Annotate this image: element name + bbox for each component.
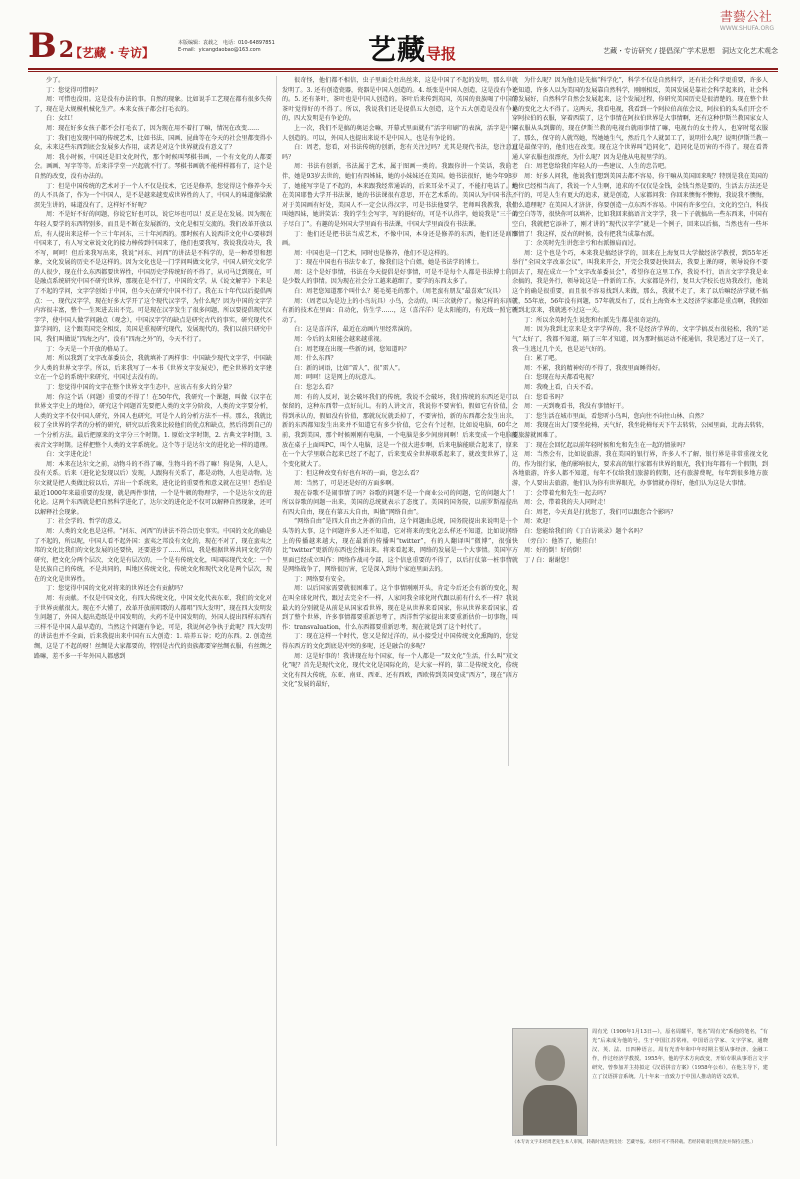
paragraph: 丁 / 白：谢谢您！ bbox=[524, 556, 573, 564]
paragraph: 丁：他们还是把书法当成艺术，不像中国，本身还是修养的东西，他们还是画图画。 bbox=[282, 230, 518, 248]
paragraph: 周：本来在达尔文之前，动物斗的不得了嘛，生物斗的不得了嘛！狗是狗，人是人，没有关系。后来（进化论发现以后）发现，人跟狗有关系了，都是动物，人也是动物。达尔文就是把人类做比较以后，弄出一个系统来，进化论的重要性和意义就在这里！恐怕是最近1000年来最重要的发现，就是两件事情，一个是牛顿的物理学，一个是达尔文的进化论。这两个东西就是把自然科学进化了，达尔文的进化论不仅可以解释自然现象，还可以解释社会现象。 bbox=[34, 460, 272, 516]
paragraph: 周：欢迎！ bbox=[524, 518, 555, 526]
paragraph: 白：这是喜洋洋，最近在动画片里经常演的。 bbox=[294, 326, 416, 334]
bio-box bbox=[512, 1028, 768, 1138]
column-divider bbox=[276, 76, 277, 1146]
paragraph: （旁白）：他答了，她挂白！ bbox=[524, 537, 601, 545]
paragraph: 周：这个也是个巧，本来我是搞经济学的，回来在上海复旦大学做经济学教授，到55年还举行“全国文字改革会议”，叫我来开会，开完会我要赶快回去，我要上课的呀，领导说你不要回去了，现在成立一个“文字改革委员会”，希望你在这里工作，我说不行，语言文字学我是业余搞的，我是外行，领导说这是一件新的工作，大家都是外行，复旦大学校长也劝我改行，他说这个的确是很重要，而且很不容易找到人来做，那么，我就不走了，来了以后嘛经济学就不搞了，55年底，56年没有问题，57年就反右了，反右上海资本主义经济学家都是重点啊，我假如不到北京来，我就逃不过这一关。 bbox=[512, 249, 768, 315]
logo-text: 書藝公社 bbox=[719, 10, 772, 25]
portrait-photo bbox=[512, 1028, 588, 1136]
paragraph: 周：好多人问我，他说我们想到美国去都不容易，你干嘛从美国回来呢？特别是我在美国的地位已经相当高了，我说一个人生啊，追求的不仅仅是金钱，金钱当然是要的，生活去方法还是不行的，可是人生有更大的追求，就是创造，人家都问我：你回来懊悔不懊悔，我说我不懊悔，什么道理呢？在美国人才济济，你要创造一点东西不容易。中国有许多空白，文化的空白，科技的空白等等，很快你可以填补，比如我回来搞语言文字学，我一下子就搞出一些东西来，中国有空白，我就把它添补了，刚才讲的“现代汉字学”就是一个例子，回来以后搞，当然也有一些坏事情了！我这样，反右的时候，没有把我当成靠右派。 bbox=[512, 172, 768, 238]
editor-line: 本版编辑：袁载之 电话：010-64897851 bbox=[178, 40, 275, 46]
paragraph: 白：累了吧。 bbox=[524, 355, 561, 363]
paragraph: 周：中国也是一门艺术，同时也是修养，他们不是这样的。 bbox=[294, 249, 453, 257]
paragraph: 周：所以我到了文字改革委员会，我就填补了两样事：中国缺少现代文字学，中国缺少人类的世界文字学。所以，后来我写了一本书《世界文字发展史》，把全世界的文字建立在一个总的系统中来研究，中国过去没有的。 bbox=[34, 355, 272, 382]
portrait-body bbox=[523, 1085, 577, 1135]
masthead-main: 艺藏 bbox=[368, 33, 427, 66]
paragraph: 周：不是好不好的问题，你说它好也可以，说它坏也可以！反正是在发展。因为现在年轻人要学的东西特别多，而且是不断在发展新的，文化是相互交流的。我们改革开放以后，有人提出来这样一个三十年河东，三十年河西的。那时候有人说西洋文化中心要移到中国来了，有人写文章说文化的接力棒传到中国来了，他们也要我写，我说我没功夫，我不写，呵呵！但后来我写出来，我说“河东、河西”的讲法是不科学的，是一种希望和想象，文化发展的历史不是这样的。因为文化也是一门学问叫做文化学，中国人研究文化学的人很少，现在什么东西都要世界性，中国历史学传统好的不得了，从司马迁到现在，可是融点系统研究中国不研究世界，那现在是不行了，中国的文学，从《说文解字》下来是了不起的学问，文字学创始于中国，但今天在研究中国不行了。我在五十年代以后提倡两点：一、现代汉字学，现在好多大学开了这个现代汉字学，为什么呢？因为中国的文字学内容很丰富，整个一生死进去出不完。可是现在汉字发生了很多问题，所以要提倡现代汉字学，使中国人做学问融点（观念），中国汉字学的缺点是研究古代的事实，研究现代不算学问的，这个跟美国完全相反，美国是重视研究现代，发展现代的，我们以前只研究中国，我们叫做说“四海之内”，没有“四海之外”的，今天不行了。 bbox=[34, 211, 272, 344]
masthead-sub: 导报 bbox=[426, 45, 457, 63]
paragraph: 很奇怪，他们都不相信，虫子里面会吐出丝来，这是中国了不起的发明，那么早就发明了。3. 还有创造瓷器，瓷器是中国人创造的。4. 纸张是中国人创造，这是没有争论的。5. 还有茶叶，茶叶也是中国人创造的。茶叶后来传到英国，英国的贵族喝了中国的茶叶觉得好的不得了。所以，我说我们还是提倡五大创造，这个五大创造是没有争论的，四大发明是有争论的。 bbox=[282, 77, 518, 123]
paragraph: 周：会，带着我的夫人同时走！ bbox=[524, 499, 610, 507]
paragraph: 白：周老现在出现一些新的词，您知道吗？ bbox=[294, 345, 410, 353]
paragraph: 周：（周老以为是边上的小鸟玩具）小鸟，会动的，叫三次就停了。像这样的东西就有新的技术在里面：自动化，仿生学……，这（喜洋洋）是太阳能的，有光线一照它就动了。 bbox=[282, 297, 518, 324]
paragraph: 丁：现在这样一个时代，您又是留过洋的，从小接受过中国传统文化熏陶的，您觉得东西方的文化到底是冲突的多呢，还是融合的多呢？ bbox=[282, 633, 518, 651]
paragraph: 周：今后的太阳能会越来越重视。 bbox=[294, 336, 386, 344]
paragraph: 白：您怎么看？ bbox=[294, 384, 337, 391]
paragraph: 白：周老，今天真是打扰您了，我们可以跟您合个影吗？ bbox=[524, 508, 677, 516]
paragraph: 丁：我们也发现中国的传统艺术，比如书法、国画、昆曲等在今天的社会里都变得小众，未来这些东西到底会发展多大作用，或者是对这个世界就没有意义了？ bbox=[34, 134, 272, 152]
paragraph: 丁：您生活在城市里面，看您听小鸟叫，您向往不向往山林、自然？ bbox=[524, 412, 707, 420]
page-header bbox=[28, 10, 778, 68]
editor-info bbox=[178, 40, 275, 54]
paragraph: 周：有贡献。不仅是中国文化，有四大传统文化，中国文化代表东亚，我们的文化对于世界贡献很大。现在不大懂了，改革开放前唱歌的人都唱“四大发明”，现在四大发明发生问题了，外国人提出造纸是中国发明的，火药不是中国发明的，外国人提出四样东西有三样不是中国人最早造的，当然这个问题有争论，可是，我说何必争执于此呢？四大发明的讲法也并不全面，后来我提出来中国有五大创造：1. 培养五谷；吃的东西。2. 创造丝绸，这是了不起的呀！丝绸是大家都要的，特别是古代的贵族都要穿丝绸衣服，有丝绸之路嘛，差不多一千年外国人都感到 bbox=[34, 595, 272, 660]
paragraph: 周：因为我到北京来是文字学界的，我不是经济学界的，文字学搞反右很轻松，我的“运气”太好了，我都不知道，隔了三年才知道，因为那时搞运动不能通信，我是逃过了这一关了，我一生逃过几个关，也是运气好的。 bbox=[512, 326, 768, 353]
paragraph: 上一次，我们不是搞的奥运会嘛，开幕式里面就有“活字印刷”的表演，活字是中国人创造的。可以，外国人也提出来说不是中国人，也是有争论的。 bbox=[282, 124, 518, 142]
paragraph: 丁：您觉得中国的文化对将来的世界还会有贡献吗？ bbox=[46, 585, 187, 593]
paragraph: 白：周老，您看，对书法传统的创新，您有关注过吗？尤其是现代书法，您注意过吗？ bbox=[282, 144, 518, 161]
paragraph: 白：女红！ bbox=[46, 115, 77, 123]
page-number: B2 bbox=[28, 26, 75, 66]
paragraph: 白：您现在每天都看电视？ bbox=[524, 374, 598, 382]
paragraph: 丁：会带着允和先生一起去吗？ bbox=[524, 489, 610, 497]
paragraph: 白：您看书吗？ bbox=[524, 393, 567, 401]
paragraph: 丁：网络要有安全。 bbox=[294, 575, 349, 583]
paragraph: 丁：您觉得中国的文字在整个世界文字生态中，应该占有多大的分量？ bbox=[46, 384, 235, 391]
paragraph: 丁：但这种改变有好也有坏的一面，您怎么看？ bbox=[294, 470, 422, 478]
paragraph: 白：您能给我们的《丁白访谈录》题个名吗？ bbox=[524, 527, 646, 535]
paragraph: 丁：您觉得可惜吗？ bbox=[46, 86, 101, 94]
paragraph: 周：可惜也没用。这是没有办法的事。自然的现象。比如说手工艺现在都有很多失传了，现在是大规模机械化生产。本来女孩子都会打毛衣的。 bbox=[34, 96, 272, 113]
paragraph: 周：现在好多女孩子都不会打毛衣了，因为现在用不着打了嘛，情况在改变…… bbox=[46, 124, 260, 132]
paragraph: 丁：现在会回忆起以前年轻时候和允和先生在一起的情景吗？ bbox=[524, 441, 689, 449]
paragraph: 周：当然会有，比如说旅游，我在美国的银行界，许多人不了解，银行界是非常重视文化的，作为银行家，他的影响很大，要求高的银行家都有世界的眼光，我们每年都有一个假期，到各地旅游，许多人都不知道，每年不仅给我们旅游的假期，还有旅游费呢，每年到很多地方旅游，个人要出去旅游，他们认为你有世界眼光，办事情就办得好，他们认为这是大事情。 bbox=[512, 451, 768, 487]
paragraph: 周：人类的文化也是这样。“河东、河西”的讲法不符合历史事实。中国的文化的确是了不起的，所以呢，中国人看不起外国：蛮夷之邦没有文化的，现在不对了，现在蛮夷之邦的文化比我们的文化发展的还要快，还要进步了……所以，我是根据世界共同文化学的研究，把文化分两个层次，文化是有层次的，一个是有传统文化，叫国际现代文化：一个是民族自己的传统，不是共同的，叫地区传统文化，传统文化和现代文化是两个层次，现在的文化是世界性。 bbox=[34, 527, 272, 583]
paragraph: 白：文字进化论！ bbox=[46, 451, 95, 459]
paragraph: 现在谷歌不是闹事情了吗？谷歌的问题不是一个商业公司的问题，它的问题大了！所以谷歌的问题一出来，美国的总统就表示了态度了。美国的国务院，以前罗斯福提出有四大自由，现在有第五大自由，叫做“网络自由”。 bbox=[282, 489, 518, 516]
paragraph: 周：不累，我的精神好的不得了，我夜里面睡得好。 bbox=[524, 364, 665, 372]
paragraph: “网络自由”是四大自由之外新的自由，这个问题曲总统，国务院提出来说明是一个头等的大事，这个问题许多人还不知道，它对将来的变化怎么样还不知道，比如说网络上的传播越来越大，现在最新的传播叫“twitter”，有的人翻译叫“微博”，很强快比“twitter”更新的东西也会推出来。将来看起来，网络的发展是一个大事情。美国军方里面已经成立叫作：网络作战司令部，这个信息重要的不得了，以后打仗第一桩事情就是网络战争了，网络很厉害，它是深入到每个家庭里面去的。 bbox=[282, 518, 518, 574]
logo-url: WWW.SHUFA.ORG bbox=[719, 25, 774, 32]
bio-text: 周有光（1906年1月13日—），原名周耀平，笔名“周有光”系他的笔名，“有光”后来成为他的号。生于中国江苏常州，中国语言学家、文字学家，通晓汉、英、法、日四种语言。周有光青年和中年时期主要从事经济、金融工作，作过经济学教授。1955年，他的学术方向改变，开始专职从事语言文字研究，曾参加并主持拟定《汉语拼音方案》（1958年公布），在他主导下，建立了汉语拼音系统。几十年来一直致力于中国人推动的语文改革。 bbox=[592, 1029, 768, 1080]
paragraph: 周：一天到晚看书，我没有事情好干。 bbox=[524, 403, 628, 411]
paragraph: 周：这个是好事情，书法在今天提倡是好事情，可是不是每个人都是书法博士的，是少数人的事情。因为现在社会分工越来越细了，要学的东西太多了。 bbox=[282, 268, 518, 286]
paragraph: 周：书法有创新，书法属于艺术，属于图画一类的。我跟你讲一个笑话，我的老伴，她是93岁去世的，她们有四姊妹，她的小妹妹还在美国。她书法很好，她今年98岁了，她能写字是了不起的，本来跟我经常通话的，后来耳朵不灵了，不能打电话了。她在美国耶鲁大学开书法课，她的书法课很有意思，开在艺术系的。美国认为中国书法，对于美国画有好处，美国人不一定会认得汉字，可是书法他要学，老师叫我教我，我们叫她四妹，她讲笑话：我的学生会写字，写的挺好的，可是不认得字，她说我是“三千弟子尽白丁”。有趣的是外国大学里面有书法课，中国大学里面没有书法课。 bbox=[282, 163, 518, 228]
article-column-1 bbox=[34, 76, 272, 661]
paragraph: 周：好的倒！好的倒！ bbox=[524, 547, 585, 555]
paragraph: 周：有的人反对，说会破坏我们的传统，我说不会破坏，我们传统的东西还是可以保留的，这种东西带一点好玩儿。有的人讲文言，我说你不要害怕，假如它有价值，会得到承认的，假如没有价值，那就玩玩就丢掉了，不要害怕，新的东西都会发生出来，新的东西都知发生出来并不知道它有多少价值，它会有个过程，比如说电脑，60年之前，我到美国，那个时候刚刚有电脑，一个电脑是多少间房间啊！后来变成一个电脑能放在桌子上面叫PC，叫个人电脑，这是一个很大进步啊，后来电脑能联合起来了，原来在一个大学里联合起来已经了不起了，后来变成全世界联系起来了，就改变世界了，这个变化就大了。 bbox=[282, 393, 518, 468]
paragraph: 丁：所以余英时先生说您和右派先生都是很奇运的。 bbox=[524, 316, 665, 324]
paragraph: 周：什么东西？ bbox=[294, 355, 337, 363]
paragraph: 周：我晚上看，白天不看。 bbox=[524, 384, 598, 391]
paragraph: 周：我现在出大门要坐轮椅，天气好，我坐轮椅每天下午去转转，公园里面，北海去转转，要旅游就困难了。 bbox=[512, 422, 768, 439]
paragraph: 周：以后国家需要就很困难了。这个事情刚刚开头，肯定今后还会有新的变化，现在叫全球化时代，跟过去完全不一样，人家问我全球化时代跟以前有什么不一样？我说最大的分别就是从前是从国家看世界，现在是从世界来看国家，你从世界来看国家，看到了整个世界，许多事情都要重新思考了，西洋哲学家提出来要重新估价一切事物，叫作：transvaluation，什么东西都要重新思考，现在就是到了这个时代了。 bbox=[282, 585, 518, 631]
portrait-head bbox=[535, 1045, 565, 1081]
column-divider bbox=[508, 76, 509, 766]
paragraph: 周：呵呵！这是网上的玩意儿。 bbox=[294, 374, 380, 382]
paragraph: 丁：但是中国传统的艺术对于一个人不仅是技术，它还是修养，您觉得这个修养今天的人不具备了，作为一个中国人，是不是越来越变成世界性的人了，中国人的味道像梁漱溟先生讲的，味道没有了，这样好不好呢？ bbox=[34, 182, 272, 209]
header-rule-thin bbox=[28, 71, 778, 72]
paragraph: 周：我小时候，中国还是旧文化时代，那个时候叫琴棋书画，一个有文化的人都要会。画画、写字等等。后来洋学堂一兴起就不行了。琴棋书画就不能样样都有了，这个是自然的改变，没有办法的。 bbox=[34, 153, 272, 180]
paragraph: 丁：今天是一个开放的格局了。 bbox=[46, 345, 132, 353]
section-tag: 【艺藏・专访】 bbox=[70, 46, 155, 60]
footnote: （本专访文字未经周老先生本人审阅，转载时请注明出处：艺藏导报。未经许可不得转载。若经转载请注明出处并保持完整。） bbox=[512, 1140, 756, 1145]
email-line: E-mail：yicangdaobao@163.com bbox=[178, 47, 261, 53]
paragraph: 丁：社会学的、哲学的意义。 bbox=[46, 518, 126, 526]
paragraph: 周：当然了，可是还是好的方面多啊。 bbox=[294, 479, 398, 487]
paragraph: 白：周老您给我们年轻人的一些建议、人生的忠告吧。 bbox=[524, 163, 671, 171]
paragraph: 周：这是好事的！我讲现在每个国家，每一个人都是一“双文化”生活，什么叫“双文化”呢？首先是现代文化，现代文化是国际化的，是大家一样的，第二是传统文化，传统文化有四大传统，东亚、南亚、西亚、还有西欧，西欧传到美国变成“西方”，现在“西方文化”发展的最好， bbox=[282, 652, 518, 689]
header-slogan: 艺藏・专访研究 / 提倡深广学术思想 洞达文化艺术观念 bbox=[603, 47, 778, 55]
paragraph: 丁：现在中国也有书法专业了，像我们这个白姐，她是书法学的博士。 bbox=[294, 259, 483, 267]
paragraph: 丁：余英时先生讲您幸亏和右派擦肩而过。 bbox=[524, 240, 640, 248]
article-column-2 bbox=[282, 76, 518, 690]
paragraph: 白：新的词语，比如“雷人”、很“雷人”。 bbox=[294, 364, 404, 372]
site-logo[interactable] bbox=[720, 6, 774, 32]
paragraph: 周：你这个话（问题）重要的不得了！在50年代，我研究一个课题，叫做《汉字在世界文字史上的地位》，研究这个问题首先要把人类的文字分阶段，人类的文字要分析，人类的文字不仅中国人研究，外国人也研究，可是个人的分析方法不一样。那么，我就比较了全世界的学者的分析的研究，研究以后我来比较他们的优点和缺点，然后得到自己的一个分析方法。最后把原来的文字分三个时期。1. 原始文字时期，2. 古典文字时期，3. 表音文字时期。这样把整个人类的文字系统化。这个等于是达尔文的进化论一样的道理。 bbox=[34, 393, 272, 449]
article-column-3 bbox=[512, 76, 768, 565]
paragraph: 白：周老您知道那个叫什么？冕毛冕毛的那个。（周老蛮有朋友“最喜欢”玩具） bbox=[294, 288, 505, 296]
header-rule bbox=[28, 68, 778, 70]
paragraph: 少了。 bbox=[46, 77, 65, 84]
paragraph: 为什么呢？因为他们是先搞“科学化”，科学不仅是自然科学，还有社会科学更重要，许多人不知道，许多人以为美国的发展靠自然科学，刚刚相反，美国发展是靠社会科学起来的，社会科学发展好，自然科学自然会发展起来，这个发展过程，你研究美国历史是很清楚的。现在整个世界的变化之大不得了。这两天，我看电视，我看到一个阿拉伯高依会议，阿拉伯的头头们开会不穿阿拉伯的衣服，穿着西装了，这个事情在阿拉伯世界是大事情啊，还有这种伊斯兰教国家女人穿衣服从头到脚的，现在伊斯兰教的电视台就雨事情了嘛，电视台的女主持人，也穿时髦衣服了，那么，保守的人就骂她，骂她她生气，然后几个人就罢工了，说明什么呢？说明伊斯兰教一直是最保守的，他们也在改变。现在这个世界叫“趋同化”，趋同化是历害的不得了。现在看普通人穿衣服也很漂亮，为什么呢？因为是他从电视里学的。 bbox=[512, 77, 768, 161]
masthead bbox=[368, 28, 456, 68]
